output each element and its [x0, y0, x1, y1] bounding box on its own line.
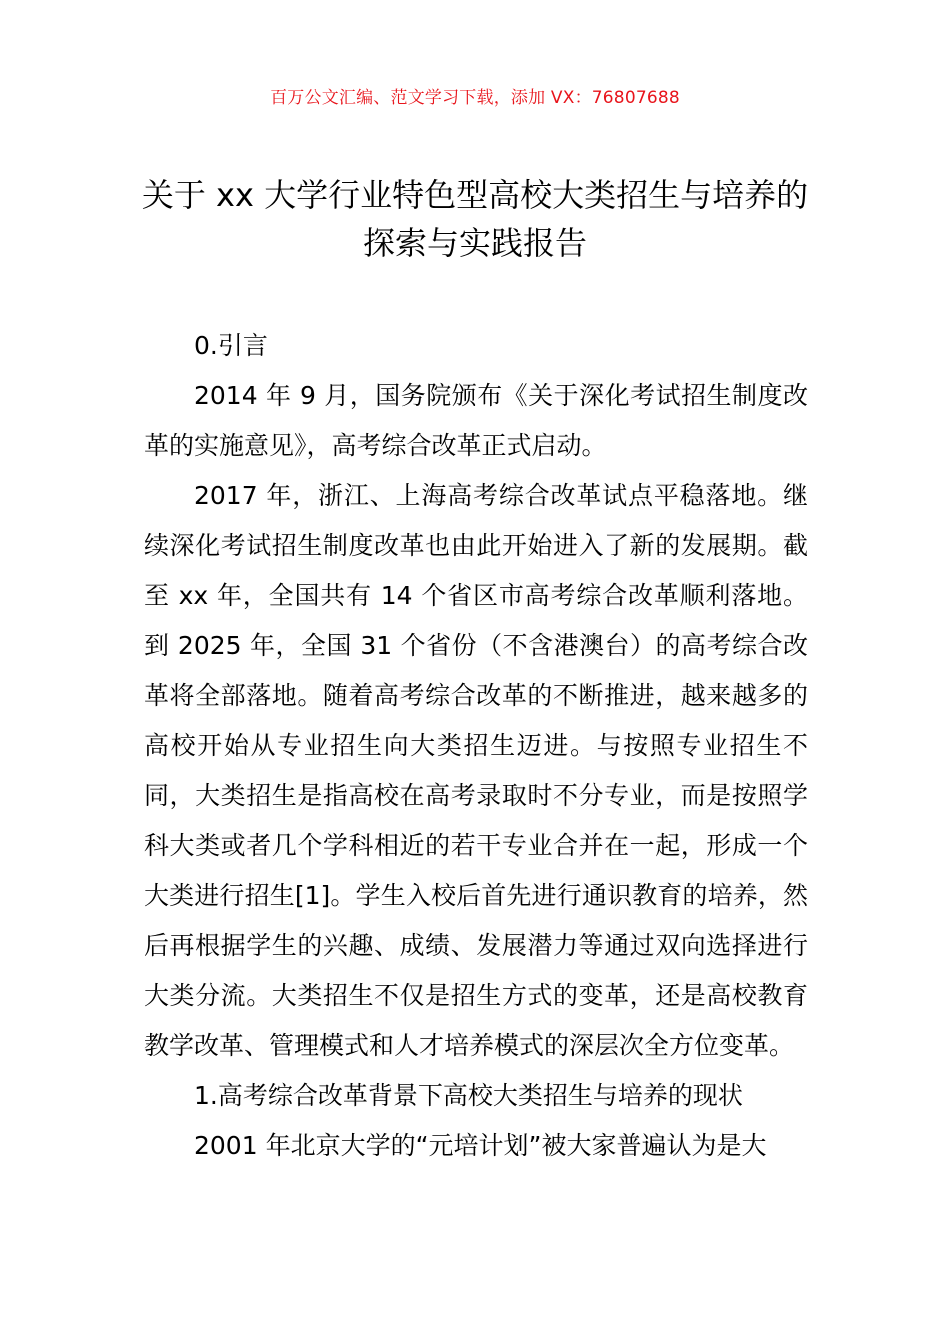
header-watermark-note: 百万公文汇编、范文学习下载，添加 VX：76807688: [270, 88, 680, 108]
paragraph-reform-launch: 2014 年 9 月，国务院颁布《关于深化考试招生制度改革的实施意见》，高考综合改革正式启动。: [144, 381, 808, 460]
section-heading-status: 1.高考综合改革背景下高校大类招生与培养的现状: [194, 1081, 743, 1110]
section-heading-intro: 0.引言: [194, 331, 268, 360]
document-title: 关于 xx 大学行业特色型高校大类招生与培养的探索与实践报告: [141, 176, 809, 262]
paragraph-reform-progress: 2017 年，浙江、上海高考综合改革试点平稳落地。继续深化考试招生制度改革也由此开始进入了新的发展期。截至 xx 年，全国共有 14 个省区市高考综合改革顺利落地。到 2025 年，全国 31 个省份（不含港澳台）的高考综合改革将全部落地。随着高考综合改革的不断推进，越来越多的高校开始从专业招生向大类招生迈进。与按照专业招生不同，大类招生是指高校在高考录取时不分专业，而是按照学科大类或者几个学科相近的若干专业合并在一起，形成一个大类进行招生[1]。学生入校后首先进行通识教育的培养，然后再根据学生的兴趣、成绩、发展潜力等通过双向选择进行大类分流。大类招生不仅是招生方式的变革，还是高校教育教学改革、管理模式和人才培养模式的深层次全方位变革。: [144, 481, 808, 1060]
document-body: [144, 321, 808, 1171]
paragraph-peking-university: 2001 年北京大学的“元培计划”被大家普遍认为是大: [194, 1131, 767, 1160]
